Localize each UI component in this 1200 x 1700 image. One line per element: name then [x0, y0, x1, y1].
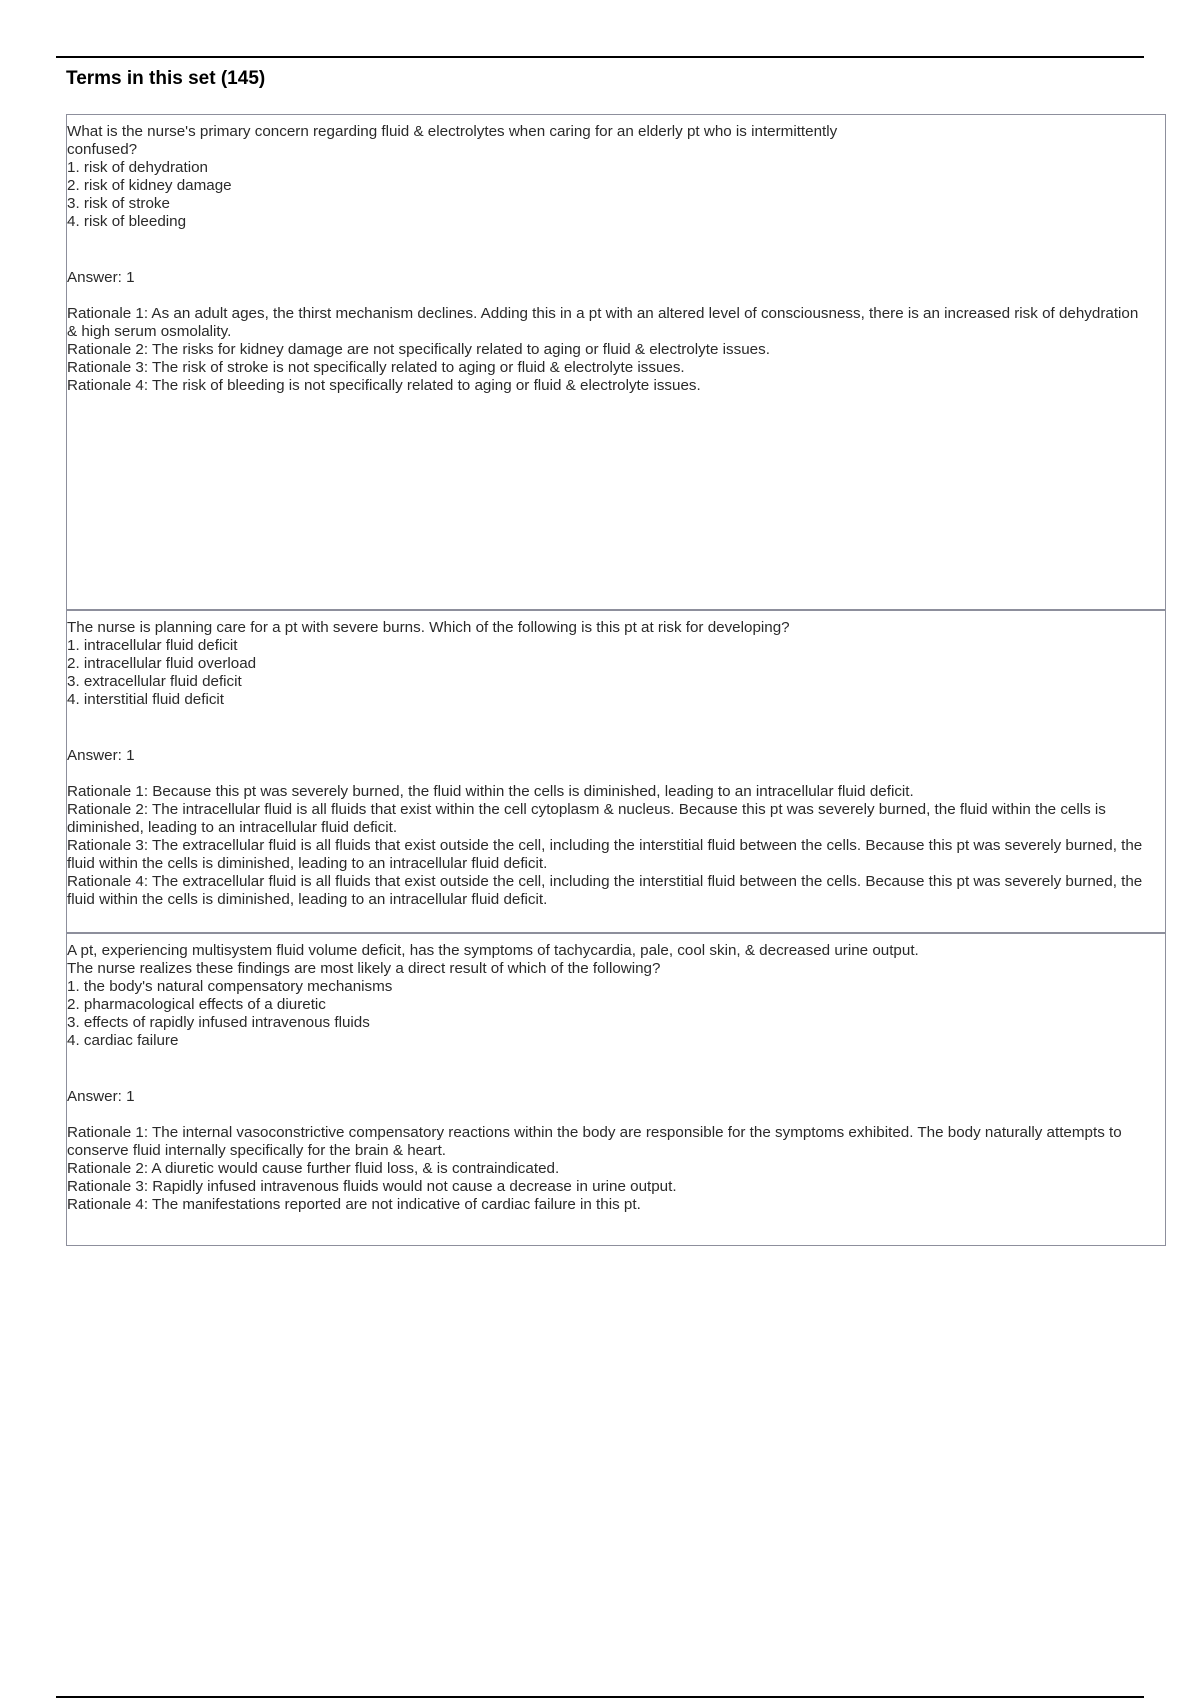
rationale-item: Rationale 3: Rapidly infused intravenous fluids would not cause a decrease in urine output.: [67, 1178, 677, 1195]
card-rationales: [67, 305, 1151, 395]
rationale-item: Rationale 2: The risks for kidney damage are not specifically related to aging or fluid & electrolyte issues.: [67, 341, 770, 358]
card-options: [67, 159, 1151, 231]
option-item: 1. intracellular fluid deficit: [67, 637, 238, 654]
option-item: 3. risk of stroke: [67, 195, 170, 212]
rationale-item: Rationale 2: The intracellular fluid is all fluids that exist within the cell cytoplasm & nucleus. Because this pt was severely burned, the fluid within the cells is diminished, leading to an intracellular fluid deficit.: [67, 801, 1106, 836]
rationale-item: Rationale 2: A diuretic would cause further fluid loss, & is contraindicated.: [67, 1160, 560, 1177]
card-rationales: [67, 1124, 1151, 1214]
option-item: 4. interstitial fluid deficit: [67, 691, 225, 708]
flashcard: [66, 114, 1166, 610]
set-heading: Terms in this set (145): [66, 68, 266, 89]
card-rationales: [67, 783, 1151, 909]
flashcard: [66, 933, 1166, 1246]
flashcard: [66, 610, 1166, 933]
card-answer: Answer: 1: [67, 747, 135, 764]
option-item: 2. pharmacological effects of a diuretic: [67, 996, 326, 1013]
card-question: A pt, experiencing multisystem fluid volume deficit, has the symptoms of tachycardia, pale, cool skin, & decreased urine output. The nurse realizes these findings are most likely a direct result of which of the following?: [67, 942, 919, 977]
option-item: 1. the body's natural compensatory mechanisms: [67, 978, 393, 995]
card-answer: Answer: 1: [67, 269, 135, 286]
card-options: [67, 637, 1151, 709]
card-options: [67, 978, 1151, 1050]
option-item: 1. risk of dehydration: [67, 159, 208, 176]
rationale-item: Rationale 3: The risk of stroke is not specifically related to aging or fluid & electrolyte issues.: [67, 359, 685, 376]
option-item: 4. cardiac failure: [67, 1032, 179, 1049]
rationale-item: Rationale 4: The risk of bleeding is not specifically related to aging or fluid & electrolyte issues.: [67, 377, 701, 394]
rationale-item: Rationale 4: The manifestations reported are not indicative of cardiac failure in this pt.: [67, 1196, 641, 1213]
rationale-item: Rationale 1: As an adult ages, the thirst mechanism declines. Adding this in a pt with an altered level of consciousness, there is an increased risk of dehydration & high serum osmolality.: [67, 305, 1139, 340]
rationale-item: Rationale 3: The extracellular fluid is all fluids that exist outside the cell, including the interstitial fluid between the cells. Because this pt was severely burned, the fluid within the cells is diminished, leading to an intracellular fluid deficit.: [67, 837, 1143, 872]
bottom-divider: [56, 1696, 1144, 1698]
option-item: 2. risk of kidney damage: [67, 177, 232, 194]
option-item: 4. risk of bleeding: [67, 213, 187, 230]
rationale-item: Rationale 4: The extracellular fluid is all fluids that exist outside the cell, including the interstitial fluid between the cells. Because this pt was severely burned, the fluid within the cells is diminished, leading to an intracellular fluid deficit.: [67, 873, 1143, 908]
rationale-item: Rationale 1: The internal vasoconstrictive compensatory reactions within the body are responsible for the symptoms exhibited. The body naturally attempts to conserve fluid internally specifically for the brain & heart.: [67, 1124, 1122, 1159]
option-item: 3. extracellular fluid deficit: [67, 673, 242, 690]
card-question: The nurse is planning care for a pt with severe burns. Which of the following is this pt at risk for developing?: [67, 619, 790, 636]
card-question: What is the nurse's primary concern regarding fluid & electrolytes when caring for an elderly pt who is intermittently confused?: [67, 123, 838, 158]
option-item: 2. intracellular fluid overload: [67, 655, 257, 672]
card-answer: Answer: 1: [67, 1088, 135, 1105]
option-item: 3. effects of rapidly infused intravenous fluids: [67, 1014, 370, 1031]
top-divider: [56, 56, 1144, 58]
rationale-item: Rationale 1: Because this pt was severely burned, the fluid within the cells is diminished, leading to an intracellular fluid deficit.: [67, 783, 914, 800]
